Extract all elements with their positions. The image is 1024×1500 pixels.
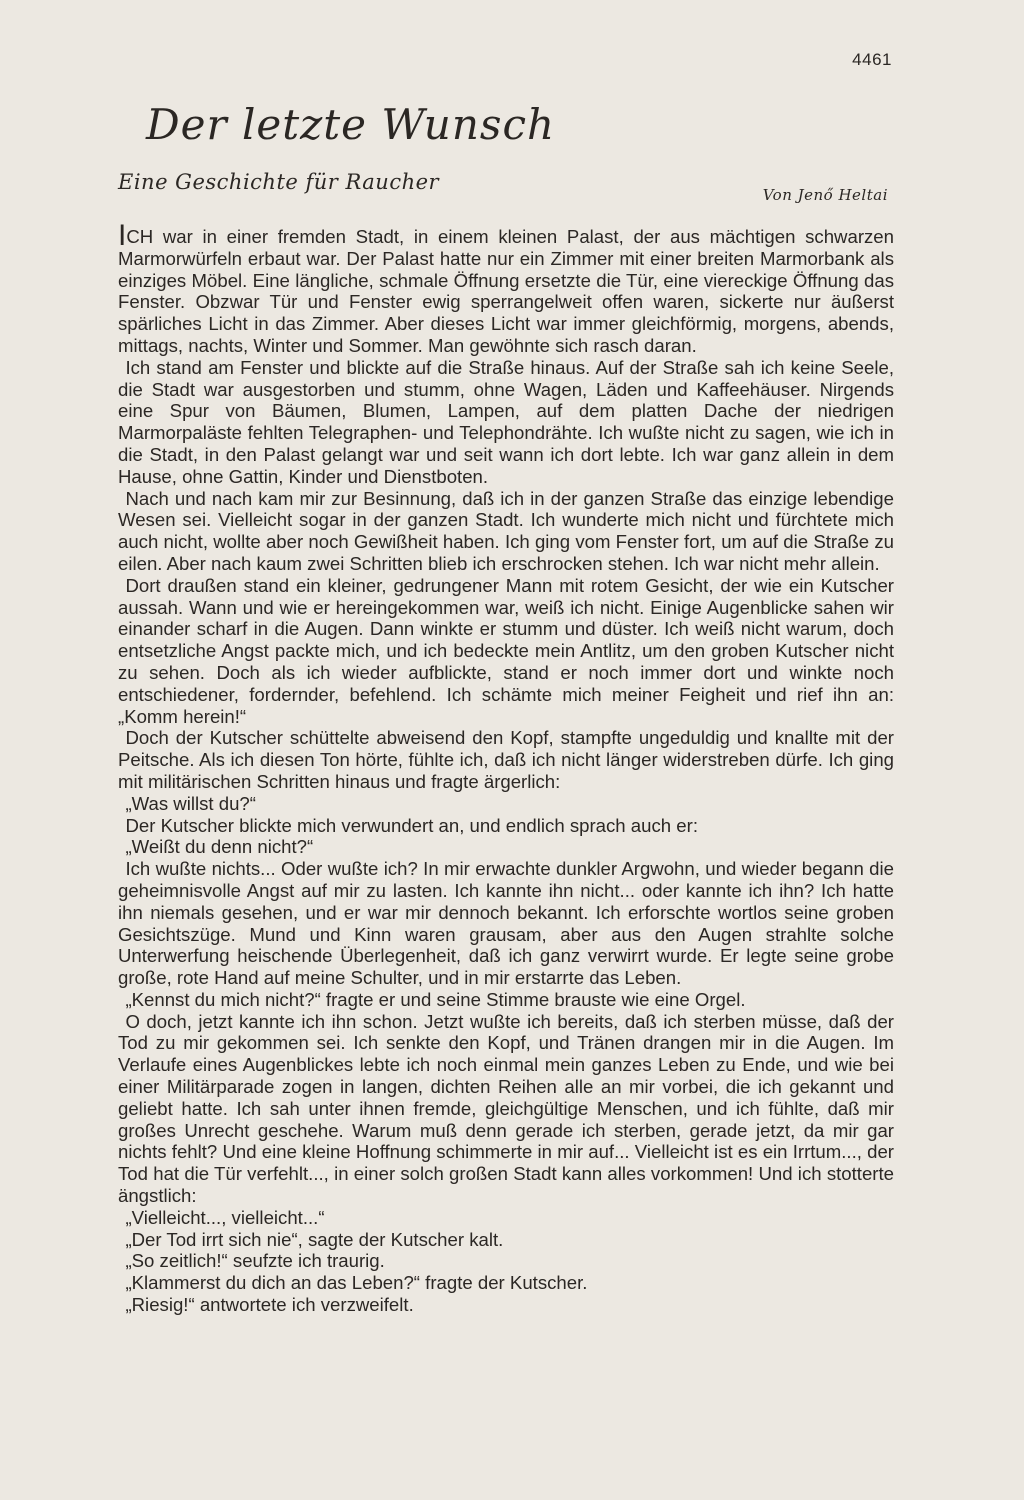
paragraph: O doch, jetzt kannte ich ihn schon. Jetzt wußte ich bereits, daß ich sterben müsse, daß der Tod zu mir gekommen sei. Ich senkte den Kopf, und Tränen drangen mir in die Augen. Im Verlaufe eines Augenblickes lebte ich noch einmal mein ganzes Leben zu Ende, und wie bei einer Militärparade zogen in langen, dichten Reihen alle an mir vorbei, die ich gekannt und geliebt hatte. Ich sah unter ihnen fremde, gleichgültige Menschen, und ich fühlte, daß mir großes Unrecht geschehe. Warum muß denn gerade ich sterben, gerade jetzt, da mir gar nichts fehlt? Und eine kleine Hoffnung schimmerte in mir auf... Vielleicht ist es ein Irrtum..., der Tod hat die Tür verfehlt..., in einer solch großen Stadt kann alles vorkommen! Und ich stotterte ängstlich: (118, 1010, 894, 1207)
paragraph: Ich stand am Fenster und blickte auf die Straße hinaus. Auf der Straße sah ich keine Seele, die Stadt war ausgestorben und stumm, ohne Wagen, Läden und Kaffeehäuser. Nirgends eine Spur von Bäumen, Blumen, Lampen, auf dem platten Dache der niedrigen Marmorpaläste fehlten Telegraphen- und Telephondrähte. Ich wußte nicht zu sagen, wie ich in die Stadt, in den Palast gelangt war und seit wann ich dort lebte. Ich war ganz allein in dem Hause, ohne Gattin, Kinder und Dienstboten. (118, 356, 894, 487)
story-body (118, 219, 894, 1316)
paragraph: Doch der Kutscher schüttelte abweisend den Kopf, stampfte ungeduldig und knallte mit der Peitsche. Als ich diesen Ton hörte, fühlte ich, daß ich nicht länger widerstreben dürfe. Ich ging mit militärischen Schritten hinaus und fragte ärgerlich: (118, 727, 894, 792)
story-author: Von Jenő Heltai (762, 186, 888, 204)
paragraph: „Riesig!“ antwortete ich verzweifelt. (125, 1294, 414, 1316)
paragraph: „Was willst du?“ (125, 792, 256, 814)
story-subtitle: Eine Geschichte für Raucher (118, 170, 440, 194)
drop-cap: I (118, 219, 127, 252)
paragraph: „Weißt du denn nicht?“ (125, 836, 314, 858)
paragraph: „Vielleicht..., vielleicht...“ (125, 1206, 325, 1228)
paragraph: „So zeitlich!“ seufzte ich traurig. (125, 1250, 385, 1272)
page-number: 4461 (852, 50, 892, 69)
paragraph: Dort draußen stand ein kleiner, gedrungener Mann mit rotem Gesicht, der wie ein Kutscher aussah. Wann und wie er hereingekommen war, weiß ich nicht. Einige Augenblicke sahen wir einander scharf in die Augen. Dann winkte er stumm und düster. Ich weiß nicht warum, doch entsetzliche Angst packte mich, und ich bedeckte mein Antlitz, um den groben Kutscher nicht zu sehen. Doch als ich wieder aufblickte, stand er noch immer dort und winkte noch entschiedener, fordernder, befehlend. Ich schämte mich meiner Feigheit und rief ihn an: „Komm herein!“ (118, 574, 894, 727)
paragraph: „Der Tod irrt sich nie“, sagte der Kutscher kalt. (125, 1228, 504, 1250)
paragraph: Der Kutscher blickte mich verwundert an, und endlich sprach auch er: (125, 814, 698, 836)
story-title: Der letzte Wunsch (146, 100, 556, 149)
paragraph-first-text: CH war in einer fremden Stadt, in einem kleinen Palast, der aus mächtigen schwarzen Marmorwürfeln erbaut war. Der Palast hatte nur ein Zimmer mit einer breiten Marmorbank als einziges Möbel. Eine längliche, schmale Öffnung ersetzte die Tür, eine viereckige Öffnung das Fenster. Obzwar Tür und Fenster ewig sperrangelweit offen waren, sickerte nur äußerst spärliches Licht in das Zimmer. Aber dieses Licht war immer gleichförmig, morgens, abends, mittags, nachts, Winter und Sommer. Man gewöhnte sich rasch daran. (118, 226, 894, 356)
paragraph: „Klammerst du dich an das Leben?“ fragte der Kutscher. (125, 1272, 588, 1294)
paragraph: Nach und nach kam mir zur Besinnung, daß ich in der ganzen Straße das einzige lebendige Wesen sei. Vielleicht sogar in der ganzen Stadt. Ich wunderte mich nicht und fürchtete mich auch nicht, wollte aber noch Gewißheit haben. Ich ging vom Fenster fort, um auf die Straße zu eilen. Aber nach kaum zwei Schritten blieb ich erschrocken stehen. Ich war nicht mehr allein. (118, 487, 894, 574)
paragraph-first (118, 219, 894, 357)
paragraph: Ich wußte nichts... Oder wußte ich? In mir erwachte dunkler Argwohn, und wieder begann die geheimnisvolle Angst auf mir zu lasten. Ich kannte ihn nicht... oder kannte ich ihn? Ich hatte ihn niemals gesehen, und er war mir dennoch bekannt. Ich erforschte wortlos seine groben Gesichtszüge. Mund und Kinn waren grausam, aber aus den Augen strahlte solche Unterwerfung heischende Überlegenheit, daß ich ganz verwirrt wurde. Er legte seine grobe große, rote Hand auf meine Schulter, und in mir erstarrte das Leben. (118, 858, 894, 989)
paragraph: „Kennst du mich nicht?“ fragte er und seine Stimme brauste wie eine Orgel. (125, 988, 746, 1010)
